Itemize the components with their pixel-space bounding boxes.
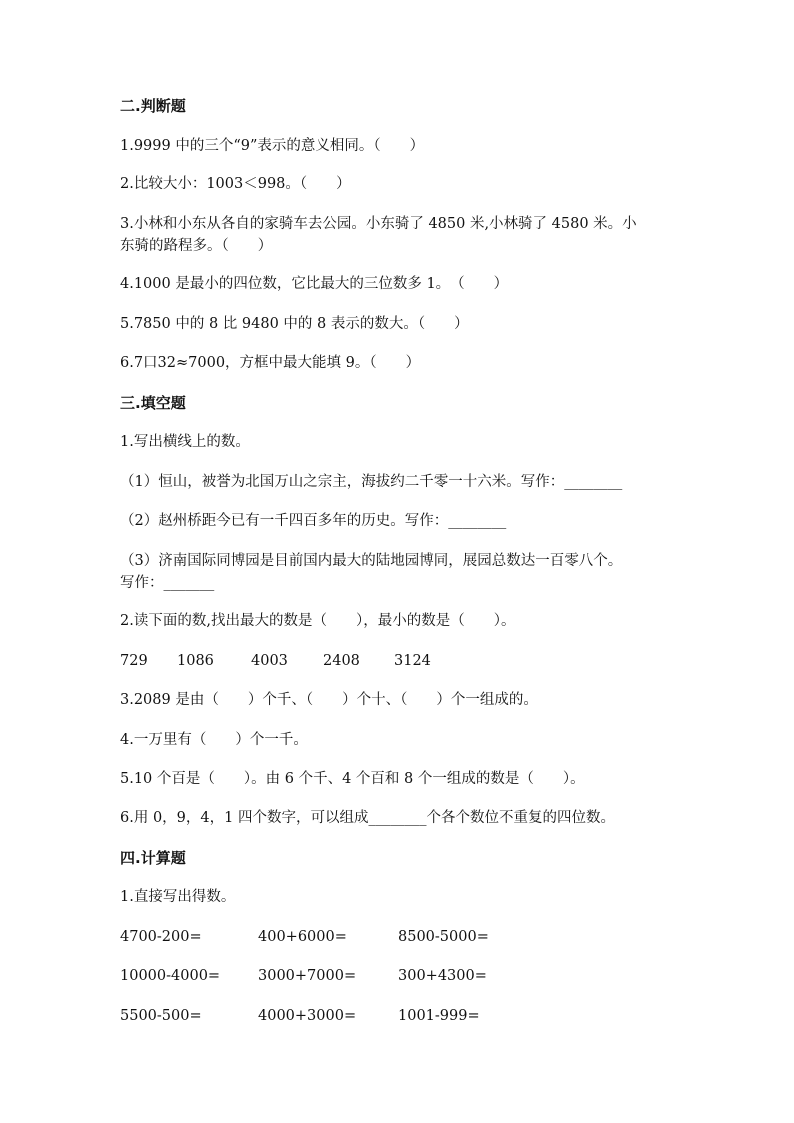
- judgement-q2: 2.比较大小：1003＜998。（ ）: [120, 176, 351, 192]
- calc-item: 5500-500=: [120, 1008, 202, 1024]
- calc-row: [120, 926, 518, 948]
- number-item: 2408: [323, 653, 360, 669]
- fill-q6: 6.用 0，9，4，1 四个数字，可以组成________个各个数位不重复的四位数。: [120, 810, 615, 826]
- calc-q1: 1.直接写出得数。: [120, 889, 236, 905]
- fill-q3: 3.2089 是由（ ）个千、（ ）个十、（ ）个一组成的。: [120, 692, 538, 708]
- fill-q1: 1.写出横线上的数。: [120, 434, 250, 450]
- judgement-q4: 4.1000 是最小的四位数，它比最大的三位数多 1。 （ ）: [120, 276, 509, 292]
- number-list: [120, 650, 454, 672]
- calc-row: [120, 965, 518, 987]
- calc-item: 4000+3000=: [258, 1008, 357, 1024]
- section-calc-heading: 四.计算题: [120, 849, 186, 867]
- fill-q2: 2.读下面的数,找出最大的数是（ ），最小的数是（ ）。: [120, 613, 516, 629]
- calc-item: 8500-5000=: [398, 929, 489, 945]
- section-fill-heading: 三.填空题: [120, 394, 186, 412]
- calc-item: 400+6000=: [258, 929, 347, 945]
- number-item: 3124: [394, 653, 431, 669]
- calc-item: 300+4300=: [398, 968, 487, 984]
- fill-q4: 4.一万里有（ ）个一千。: [120, 732, 308, 748]
- calc-item: 1001-999=: [398, 1008, 480, 1024]
- number-item: 4003: [251, 653, 288, 669]
- fill-q5: 5.10 个百是（ ）。由 6 个千、4 个百和 8 个一组成的数是（ ）。: [120, 771, 585, 787]
- judgement-q5: 5.7850 中的 8 比 9480 中的 8 表示的数大。（ ）: [120, 316, 469, 332]
- calc-item: 3000+7000=: [258, 968, 357, 984]
- fill-q1-part3-line2: 写作：_______: [120, 575, 215, 591]
- judgement-q3-line2: 东骑的路程多。（ ）: [120, 238, 273, 254]
- calc-item: 4700-200=: [120, 929, 202, 945]
- judgement-q1: 1.9999 中的三个“9”表示的意义相同。（ ）: [120, 138, 425, 154]
- section-judgement-heading: 二.判断题: [120, 97, 186, 115]
- calc-row: [120, 1005, 518, 1027]
- fill-q1-part2: （2）赵州桥距今已有一千四百多年的历史。写作：________: [120, 513, 507, 529]
- calc-item: 10000-4000=: [120, 968, 221, 984]
- judgement-q6: 6.7口32≈7000，方框中最大能填 9。（ ）: [120, 355, 421, 371]
- fill-q1-part1: （1）恒山，被誉为北国万山之宗主，海拔约二千零一十六米。写作：________: [120, 474, 623, 490]
- fill-q1-part3-line1: （3）济南国际同博园是目前国内最大的陆地园博同，展园总数达一百零八个。: [120, 553, 623, 569]
- number-item: 729: [120, 653, 148, 669]
- number-item: 1086: [177, 653, 214, 669]
- judgement-q3-line1: 3.小林和小东从各自的家骑车去公园。小东骑了 4850 米,小林骑了 4580 米。小: [120, 216, 637, 232]
